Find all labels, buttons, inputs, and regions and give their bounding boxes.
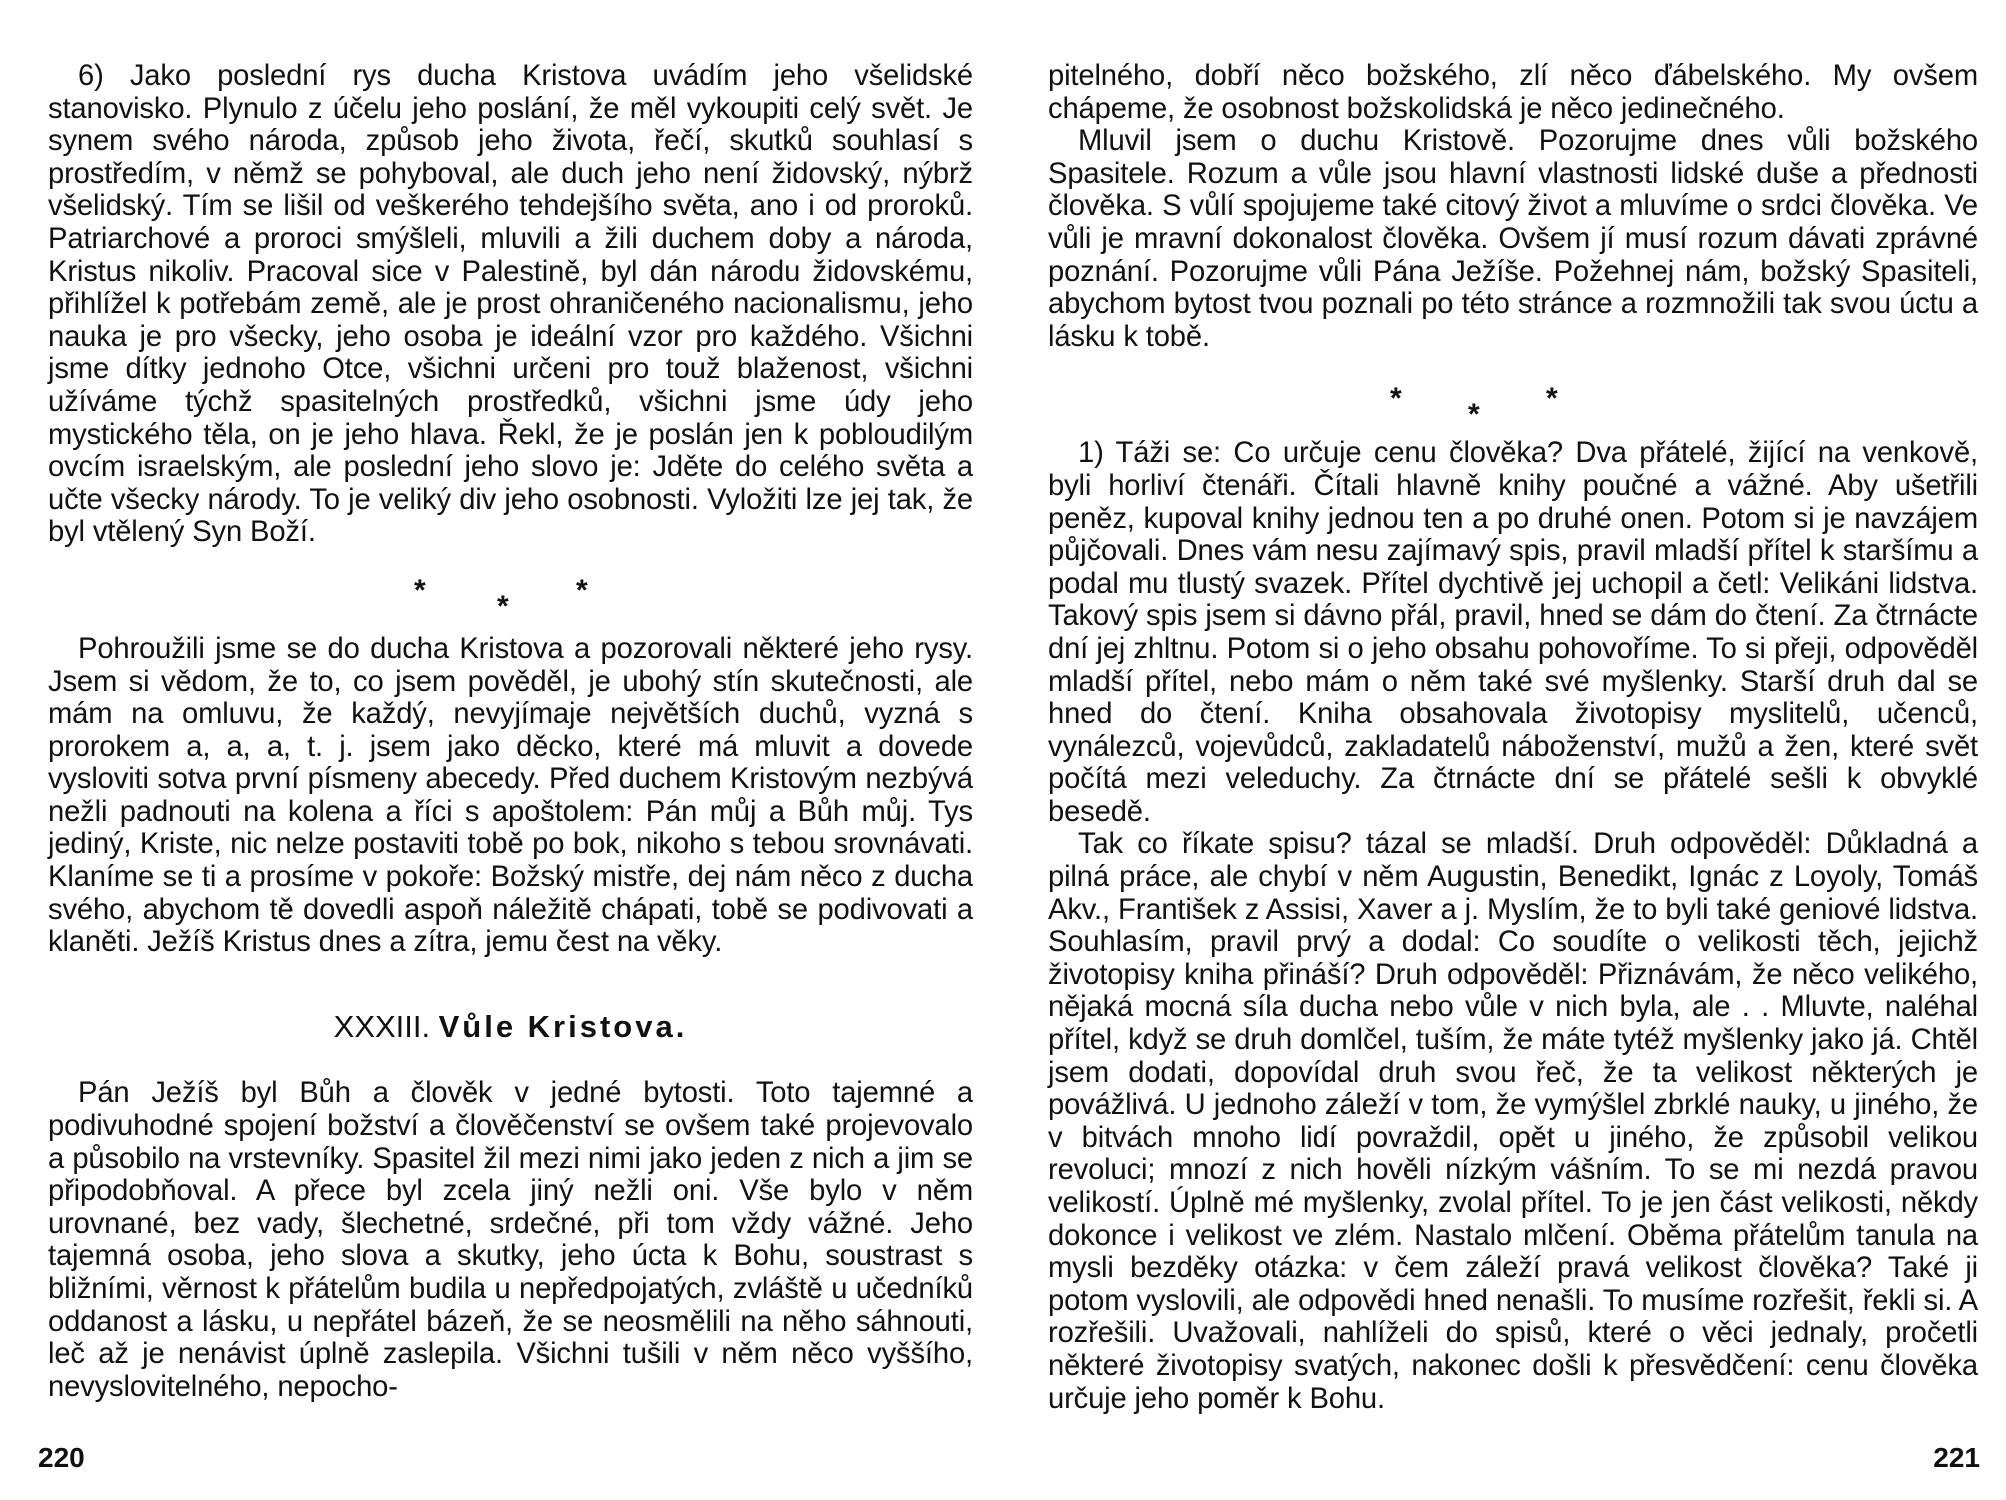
paragraph-friends-story: 1) Táži se: Co určuje cenu člověka? Dva přátelé, žijící na venkově, byli horliví čtenáři. Čítali hlavně knihy poučné a vážné. Aby ušetřili peněz, kupoval knihy jednou ten a po druhé onen. Potom si je navzájem půjčovali. Dnes vám nesu zajímavý spis, pravil mladší přítel k staršímu a podal mu tlustý svazek. Přítel dychtivě jej uchopil a četl: Velikáni lidstva. Takový spis jsem si dávno přál, pravil, hned se dám do čtení. Za čtrnácte dní jej zhltnu. Potom si o jeho obsahu pohovoříme. To si přeji, odpověděl mladší přítel, nebo mám o něm také své myšlenky. Starší druh dal se hned do čtení. Kniha obsahovala životopisy myslitelů, učenců, vynálezců, vojevůdců, zakladatelů náboženství, mužů a žen, které svět počítá mezi veleduchy. Za čtrnácte dní se přátelé sešli k obvyklé besedě. bbox=[1048, 437, 1978, 828]
divider-asterisk: * bbox=[1546, 382, 1558, 416]
divider-asterisk: * bbox=[576, 573, 588, 607]
page-number-right: 221 bbox=[1933, 1442, 1980, 1473]
chapter-title: Vůle Kristova. bbox=[438, 1008, 688, 1044]
paragraph-conclusion: Pohroužili jsme se do ducha Kristova a pozorovali některé jeho rysy. Jsem si vědom, že to, co jsem pověděl, je ubohý stín skutečnosti, ale mám na omluvu, že každý, nevyjímaje největších duchů, vyzná s prorokem a, a, a, t. j. jsem jako děcko, které má mluvit a dovede vysloviti sotva první písmeny abecedy. Před duchem Kristovým nezbývá nežli padnouti na kolena a říci s apoštolem: Pán můj a Bůh můj. Tys jediný, Kriste, nic nelze postaviti tobě po bok, nikoho s tebou srovnávati. Klaníme se ti a prosíme v pokoře: Božský mistře, dej nám něco z ducha svého, abychom tě dovedli aspoň náležitě chápati, tobě se podivovati a klaněti. Ježíš Kristus dnes a zítra, jemu čest na věky. bbox=[48, 632, 973, 959]
right-page bbox=[1003, 0, 2006, 1500]
asterism-divider bbox=[1048, 367, 1978, 431]
divider-asterisk: * bbox=[497, 589, 509, 623]
left-text-column bbox=[48, 60, 973, 1403]
paragraph-continuation: pitelného, dobří něco božského, zlí něco ďábelského. My ovšem chápeme, že osobnost božskolidská je něco jedinečného. bbox=[1048, 60, 1978, 125]
page-number-left: 220 bbox=[38, 1442, 85, 1473]
chapter-heading bbox=[48, 1008, 973, 1044]
divider-asterisk: * bbox=[1468, 398, 1480, 432]
paragraph-will-topic: Mluvil jsem o duchu Kristově. Pozorujme dnes vůli božského Spasitele. Rozum a vůle jsou hlavní vlastnosti lidské duše a přednosti člověka. S vůlí spojujeme také citový život a mluvíme o srdci člověka. Ve vůli je mravní dokonalost člověka. Ovšem jí musí rozum dávati zprávné poznání. Pozorujme vůli Pána Ježíše. Požehnej nám, božský Spasiteli, abychom bytost tvou poznali po této stránce a rozmnožili tak svou úctu a lásku k tobě. bbox=[1048, 125, 1978, 353]
divider-asterisk: * bbox=[1390, 382, 1402, 416]
paragraph-will-intro: Pán Ježíš byl Bůh a člověk v jedné bytosti. Toto tajemné a podivuhodné spojení božství a člověčenství se ovšem také projevovalo a působilo na vrstevníky. Spasitel žil mezi nimi jako jeden z nich a jim se připodobňoval. A přece byl zcela jiný nežli oni. Vše bylo v něm urovnané, bez vady, šlechetné, srdečné, při tom vždy vážné. Jeho tajemná osoba, jeho slova a skutky, jeho úcta k Bohu, soustrast s bližními, věrnost k přátelům budila u nepředpojatých, zvláště u učedníků oddanost a lásku, u nepřátel bázeň, že se neosmělili na něho sáhnouti, leč až je nenávist úplně zaslepila. Všichni tušili v něm něco vyššího, nevyslovitelného, nepocho- bbox=[48, 1077, 973, 1403]
paragraph-friends-dialogue: Tak co říkate spisu? tázal se mladší. Druh odpověděl: Důkladná a pilná práce, ale chybí v něm Augustin, Benedikt, Ignác z Loyoly, Tomáš Akv., František z Assisi, Xaver a j. Myslím, že to byli také geniové lidstva. Souhlasím, pravil prvý a dodal: Co soudíte o velikosti těch, jejichž životopisy kniha přináší? Druh odpověděl: Přiznávám, že něco velikého, nějaká mocná síla ducha nebo vůle v nich byla, ale . . Mluvte, naléhal přítel, když se druh domlčel, tuším, že máte tytéž myšlenky jako já. Chtěl jsem dodati, dopovídal druh svou řeč, že ta velikost některých je povážlivá. U jednoho záleží v tom, že vymýšlel zbrklé nauky, u jiného, že v bitvách mnoho lidí povraždil, opět u jiného, že způsobil velikou revoluci; mnozí z nich hověli nízkým vášním. To se mi nezdá pravou velikostí. Úplně mé myšlenky, zvolal přítel. To je jen část velikosti, někdy dokonce i velikost ve zlém. Nastalo mlčení. Oběma přátelům tanula na mysli bezděky otázka: v čem záleží pravá velikost člověka? Také ji potom vyslovili, ale odpovědi hned nenašli. To musíme rozřešit, řekli si. A rozřešili. Uvažovali, nahlíželi do spisů, které o věci jednaly, pročetli některé životopisy svatých, nakonec došli k přesvědčení: cenu člověka určuje jeho poměr k Bohu. bbox=[1048, 828, 1978, 1415]
divider-asterisk: * bbox=[414, 573, 426, 607]
right-text-column bbox=[1048, 60, 1978, 1415]
asterism-divider bbox=[48, 563, 973, 627]
paragraph-universal-stance: 6) Jako poslední rys ducha Kristova uvádím jeho všelidské stanovisko. Plynulo z účelu jeho poslání, že měl vykoupiti celý svět. Je synem svého národa, způsob jeho života, řečí, skutků souhlasí s prostředím, v němž se pohyboval, ale duch jeho není židovský, nýbrž všelidský. Tím se lišil od veškerého tehdejšího světa, ano i od proroků. Patriarchové a proroci smýšleli, mluvili a žili duchem doby a národa, Kristus nikoliv. Pracoval sice v Palestině, byl dán národu židovskému, přihlížel k potřebám země, ale je prost ohraničeného nacionalismu, jeho nauka je pro všecky, jeho osoba je ideální vzor pro každého. Všichni jsme dítky jednoho Otce, všichni určeni pro touž blaženost, všichni užíváme týchž spasitelných prostředků, všichni jsme údy jeho mystického těla, on je jeho hlava. Řekl, že je poslán jen k pobloudilým ovcím israelským, ale poslední jeho slovo je: Jděte do celého světa a učte všecky národy. To je veliký div jeho osobnosti. Vyložiti lze jej tak, že byl vtělený Syn Boží. bbox=[48, 60, 973, 549]
chapter-number: XXXIII. bbox=[333, 1008, 431, 1044]
